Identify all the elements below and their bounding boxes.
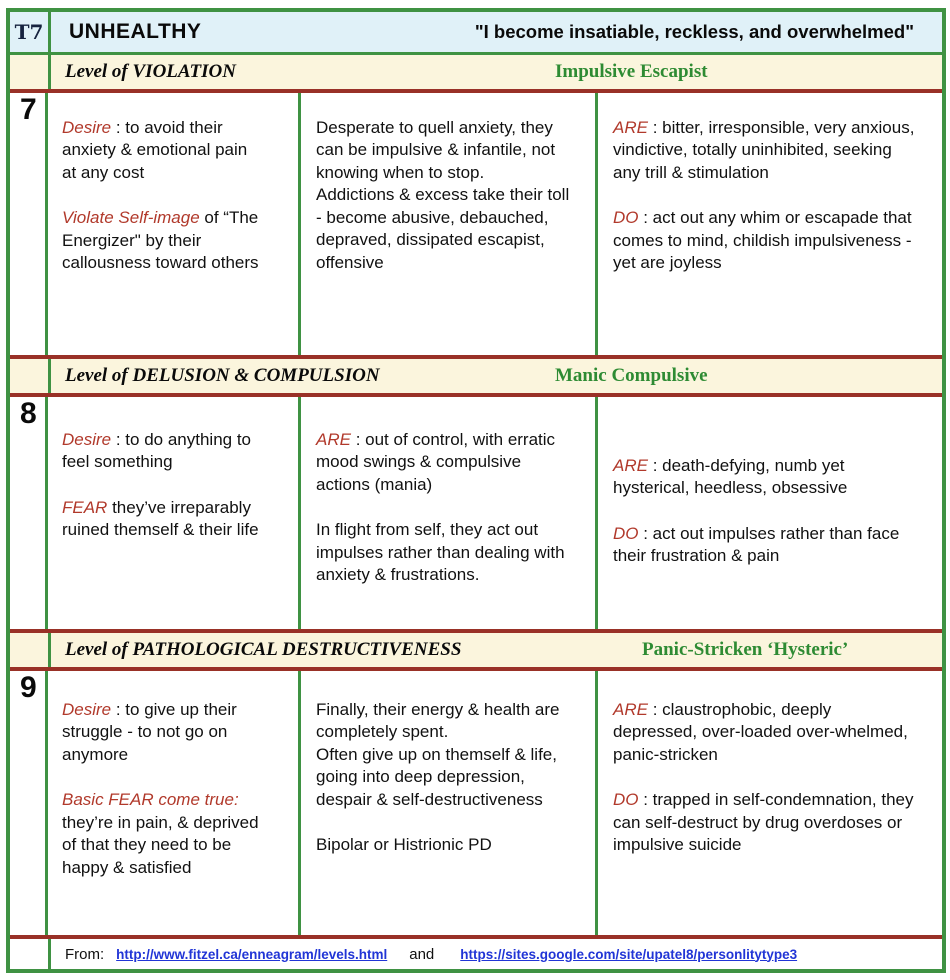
- paragraph: [613, 523, 920, 568]
- footer-source: [51, 946, 942, 963]
- table-row-level7: [10, 93, 942, 355]
- paragraph: [316, 744, 575, 811]
- paragraph: [62, 117, 264, 184]
- paragraph-text: In flight from self, they act out impulses rather than dealing with anxiety & frustrations.: [316, 520, 565, 585]
- paragraph: [613, 207, 920, 274]
- paragraph-text: Desperate to quell anxiety, they can be impulsive & infantile, not knowing when to stop.: [316, 118, 556, 182]
- paragraph-text: : out of control, with erratic mood swings & compulsive actions (mania): [316, 430, 556, 494]
- red-label: DO: [613, 790, 639, 810]
- paragraph: [316, 834, 575, 856]
- paragraph-text: : death-defying, numb yet hysterical, heedless, obsessive: [613, 456, 848, 498]
- table-header: [10, 12, 942, 55]
- paragraph: [613, 455, 920, 500]
- subtype-label: Impulsive Escapist: [555, 61, 708, 82]
- section-header-destructiveness: [10, 629, 942, 671]
- source-link-google-sites[interactable]: https://sites.google.com/site/upatel8/personlitytype3: [460, 946, 798, 962]
- red-label: ARE: [613, 700, 648, 719]
- paragraph-text: Finally, their energy & health are completely spent.: [316, 700, 560, 742]
- paragraph: [316, 429, 575, 496]
- subtype-label: Manic Compulsive: [555, 365, 708, 386]
- levels-table: [6, 8, 946, 973]
- red-label: Desire: [62, 430, 112, 449]
- paragraph-text: : act out impulses rather than face their frustration & pain: [613, 523, 900, 566]
- paragraph-text: : to do anything to feel something: [62, 430, 252, 472]
- red-label: Desire: [62, 700, 112, 719]
- row8-col-are-do: [598, 397, 942, 629]
- source-link-fitzel[interactable]: http://www.fitzel.ca/enneagram/levels.html: [116, 946, 388, 962]
- red-label: DO: [613, 208, 639, 228]
- paragraph-text: : bitter, irresponsible, very anxious, vindictive, totally uninhibited, seeking any trill & stimulation: [613, 118, 915, 182]
- footer-spacer: [10, 939, 51, 969]
- table-footer: [10, 939, 942, 969]
- paragraph-text: of “The Energizer" by their callousness toward others: [62, 208, 259, 273]
- level-number: 9: [10, 671, 48, 935]
- paragraph: [316, 519, 575, 586]
- type-tag: T7: [10, 12, 51, 52]
- row9-col-description: [301, 671, 598, 935]
- section-header-delusion: [10, 355, 942, 397]
- row7-col-description: [301, 93, 598, 355]
- level-number: 8: [10, 397, 48, 629]
- red-label: Desire: [62, 118, 112, 137]
- section-header-violation: [10, 55, 942, 93]
- paragraph: [613, 699, 920, 766]
- paragraph: [613, 789, 920, 856]
- paragraph: [62, 789, 264, 879]
- paragraph-text: : act out any whim or escapade that comes to mind, childish impulsiveness - yet are joyless: [613, 208, 912, 273]
- red-label: Violate Self-image: [62, 208, 200, 228]
- table-row-level8: [10, 397, 942, 629]
- paragraph: [316, 117, 575, 184]
- paragraph-text: : trapped in self-condemnation, they can self-destruct by drug overdoses or impulsive suicide: [613, 790, 914, 855]
- table-title: UNHEALTHY: [69, 20, 202, 43]
- paragraph-text: Bipolar or Histrionic PD: [316, 835, 492, 855]
- subtype-label: Panic-Stricken ‘Hysteric’: [642, 639, 849, 660]
- section-spacer: [10, 55, 51, 89]
- paragraph: [613, 117, 920, 184]
- level-label: Level of PATHOLOGICAL DESTRUCTIVENESS: [65, 639, 462, 660]
- level-label: Level of VIOLATION: [65, 61, 236, 82]
- paragraph: [62, 429, 264, 474]
- paragraph: [316, 184, 575, 274]
- section-spacer: [10, 633, 51, 667]
- section-spacer: [10, 359, 51, 393]
- paragraph: [62, 207, 264, 274]
- red-label: ARE: [613, 456, 648, 475]
- red-label: FEAR: [62, 497, 108, 517]
- paragraph-text: Often give up on themself & life, going into deep depression, despair & self-destructiveness: [316, 744, 557, 809]
- level-label: Level of DELUSION & COMPULSION: [65, 365, 380, 386]
- red-label: ARE: [316, 430, 351, 449]
- paragraph: [62, 497, 264, 542]
- row9-col-core: [48, 671, 301, 935]
- row7-col-core: [48, 93, 301, 355]
- paragraph-text: : to avoid their anxiety & emotional pain at any cost: [62, 118, 248, 182]
- paragraph-text: : to give up their struggle - to not go on anymore: [62, 700, 237, 764]
- row8-col-description: [301, 397, 598, 629]
- table-quote: "I become insatiable, reckless, and overwhelmed": [474, 21, 914, 42]
- paragraph: [62, 699, 264, 766]
- paragraph-text: they’re in pain, & deprived of that they need to be happy & satisfied: [62, 812, 259, 877]
- footer-prefix: From:: [65, 945, 105, 963]
- row8-col-core: [48, 397, 301, 629]
- red-label: DO: [613, 523, 639, 543]
- paragraph-text: : claustrophobic, deeply depressed, over-loaded over-whelmed, panic-stricken: [613, 700, 908, 764]
- table-row-level9: [10, 671, 942, 935]
- paragraph-text: they’ve irreparably ruined themself & their life: [62, 497, 259, 540]
- paragraph: [316, 699, 575, 744]
- footer-conjunction: and: [409, 945, 435, 963]
- red-label: ARE: [613, 118, 648, 137]
- red-label: Basic FEAR come true:: [62, 790, 239, 810]
- paragraph-text: Addictions & excess take their toll - become abusive, debauched, depraved, dissipated escapist, offensive: [316, 185, 570, 272]
- level-number: 7: [10, 93, 48, 355]
- header-main: [51, 20, 942, 44]
- row9-col-are-do: [598, 671, 942, 935]
- row7-col-are-do: [598, 93, 942, 355]
